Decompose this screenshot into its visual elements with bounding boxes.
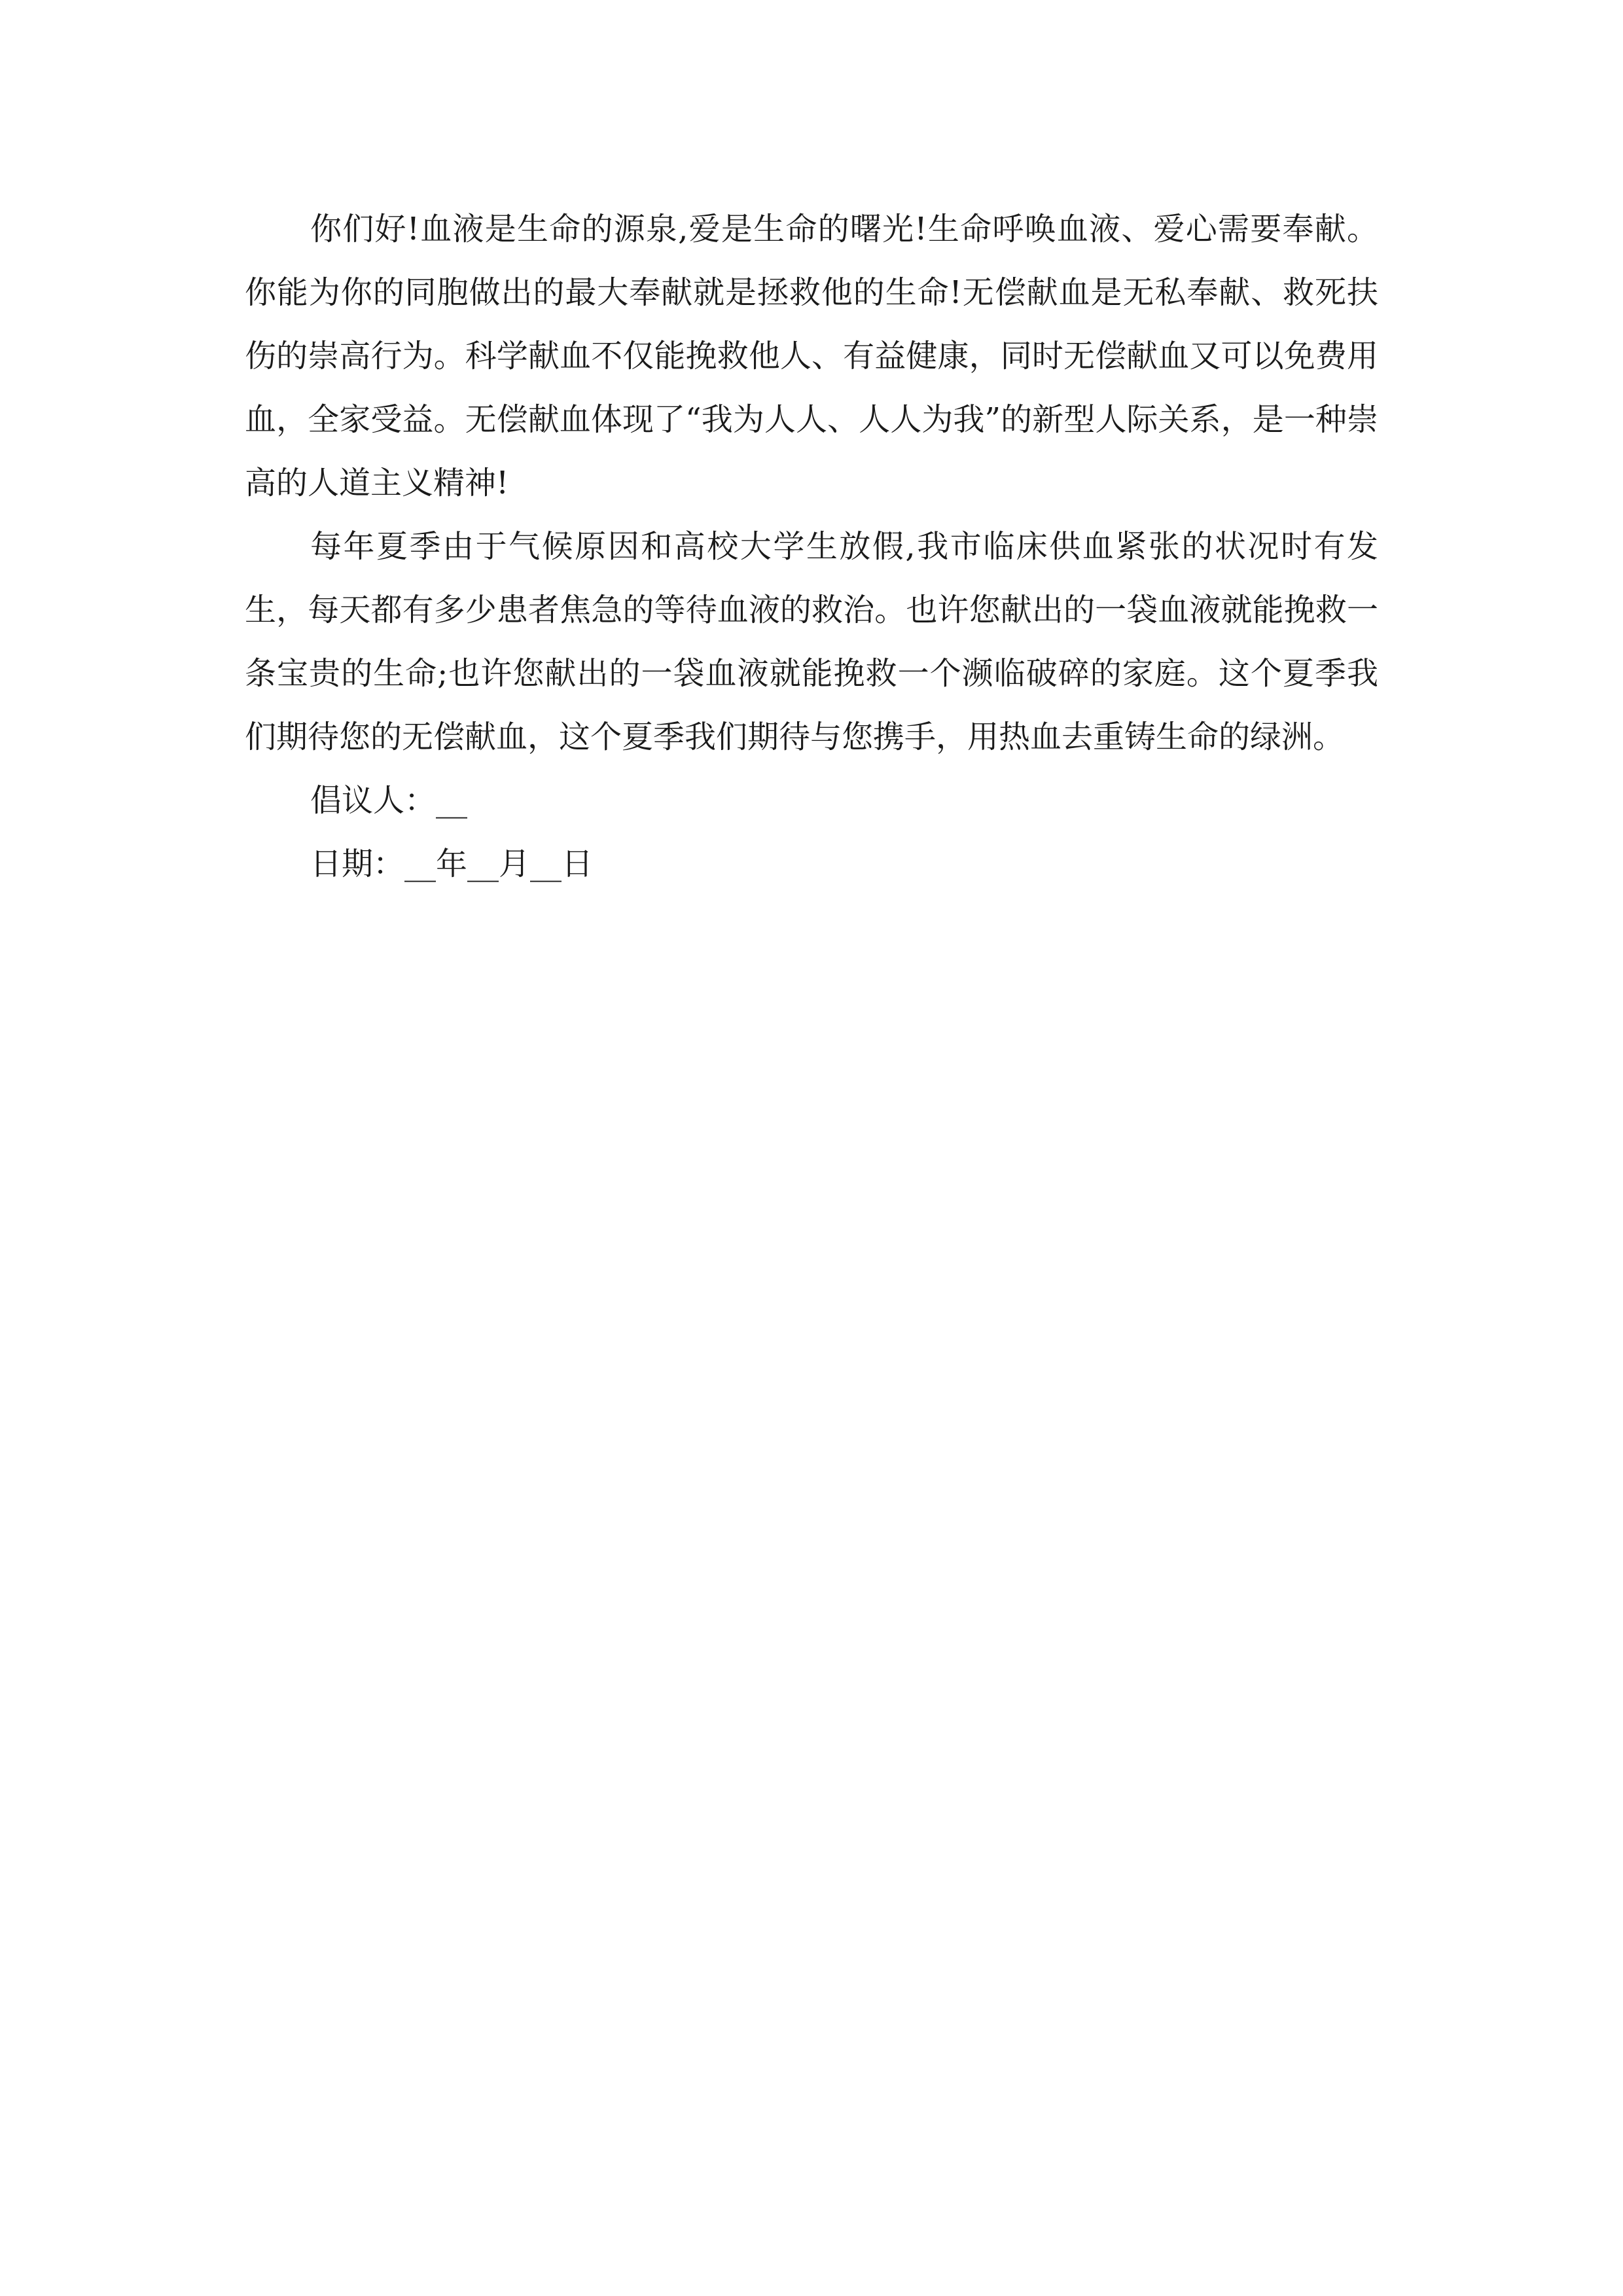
paragraph-greeting: 你们好!血液是生命的源泉,爱是生命的曙光!生命呼唤血液、爱心需要奉献。你能为你的同胞做出的最大奉献就是拯救他的生命!无偿献血是无私奉献、救死扶伤的崇高行为。科学献血不仅能挽救他人、有益健康，同时无偿献血又可以免费用血，全家受益。无偿献血体现了“我为人人、人人为我”的新型人际关系，是一种崇高的人道主义精神! — [245, 211, 1378, 501]
date-line: 日期：__年__月__日 — [310, 846, 594, 882]
document-body — [245, 198, 1378, 896]
initiator-line: 倡议人：__ — [310, 782, 468, 819]
paragraph-summer-appeal: 每年夏季由于气候原因和高校大学生放假,我市临床供血紧张的状况时有发生，每天都有多少患者焦急的等待血液的救治。也许您献出的一袋血液就能挽救一条宝贵的生命;也许您献出的一袋血液就能挽救一个濒临破碎的家庭。这个夏季我们期待您的无偿献血，这个夏季我们期待与您携手，用热血去重铸生命的绿洲。 — [245, 528, 1378, 755]
